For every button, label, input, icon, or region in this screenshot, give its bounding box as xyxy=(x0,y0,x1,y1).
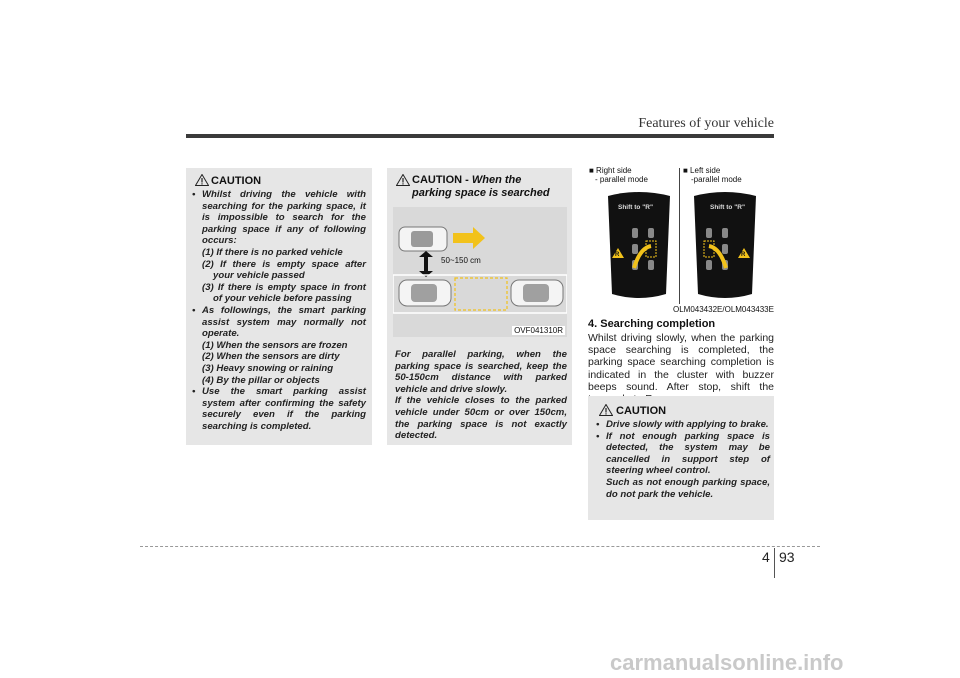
list-item: (3) Heavy snowing or raining xyxy=(202,362,334,374)
caution-title: CAUTION xyxy=(211,175,262,187)
figure-label-right-side: ■ Right side - parallel mode xyxy=(589,166,648,184)
parked-car xyxy=(511,280,563,306)
list-item: (1) If there is no parked vehicle xyxy=(202,246,343,258)
warning-triangle-icon xyxy=(599,404,613,416)
caution-left-text: • Whilst driving the vehicle with searching for the parking space, it is impossible to search for the parking space if any of following occurs: (1) If there is no parked vehicle (2) If there is empty space after your vehicle passed (3) If there is empty space in front of your vehicle before passing • As followings, the smart parking assist system may normally not operate. (1) When the sensors are frozen (2) When the sensors are dirty (3) Heavy snowing or raining (4) By the pillar or objects • Use the smart parking assist system after confirming the safety securely even if the parking searching is completed. xyxy=(192,189,366,432)
list-item: (1) When the sensors are frozen xyxy=(202,339,348,351)
watermark: carmanualsonline.info xyxy=(610,650,844,675)
cluster-display-right-side xyxy=(604,188,674,302)
list-item: (2) If there is empty space after your vehicle passed xyxy=(202,258,366,282)
caution-subtitle: When the parking space is searched xyxy=(412,174,550,199)
warning-triangle-icon xyxy=(195,174,209,186)
page-number: 93 xyxy=(779,549,795,565)
caution-bullet: If not enough parking space is detected, the system may be cancelled in support step of steering wheel control. xyxy=(606,430,770,477)
list-item: (3) If there is empty space in front of your vehicle before passing xyxy=(202,281,366,305)
figure-code: OVF041310R xyxy=(514,326,563,335)
chapter-number: 4 xyxy=(762,549,770,565)
caution-bullet: Whilst driving the vehicle with searching for the parking space, it is impossible to search for the parking space if any of following occurs: xyxy=(202,189,366,247)
cluster-display-left-side xyxy=(690,188,760,302)
section-body: Whilst driving slowly, when the parking space searching is completed, the parking space searching completion is indicated in the cluster with buzzer beeps sound. After stop, shift the xyxy=(588,332,774,393)
caution-title: CAUTION xyxy=(616,405,667,417)
caution-note: Such as not enough parking space, do not park the vehicle. xyxy=(606,476,770,500)
section-heading: 4. Searching completion xyxy=(588,318,716,330)
footer-dashed-rule xyxy=(140,546,820,547)
parking-distance-figure xyxy=(393,207,567,337)
page-number-separator xyxy=(774,548,775,578)
distance-label: 50~150 cm xyxy=(441,256,481,265)
caution-mid-text xyxy=(395,349,567,442)
moving-car xyxy=(399,227,447,251)
caution-box-left xyxy=(186,168,372,445)
list-item: (4) By the pillar or objects xyxy=(202,374,320,386)
gear-letter: R xyxy=(741,252,746,258)
display-text: Shift to "R" xyxy=(710,204,746,211)
display-text: Shift to "R" xyxy=(618,204,654,211)
figure-label-left-side: ■ Left side -parallel mode xyxy=(683,166,742,184)
page-header-title: Features of your vehicle xyxy=(638,116,774,131)
warning-triangle-icon xyxy=(396,174,410,186)
paragraph: For parallel parking, when the parking space is searched, keep the 50-150cm distance with parked vehicle and drive slowly. xyxy=(395,349,567,395)
gear-letter: R xyxy=(615,252,620,258)
paragraph: If the vehicle closes to the parked vehicle under 50cm or over 150cm, the parking space is not exactly detected. xyxy=(395,395,567,442)
caution-bullet: Use the smart parking assist system after confirming the safety securely even if the parking searching is completed. xyxy=(202,386,366,432)
header-rule xyxy=(186,134,774,138)
parked-car xyxy=(399,280,451,306)
caution-box-right xyxy=(588,396,774,520)
caution-title: CAUTION - xyxy=(412,174,472,186)
caution-bullet: Drive slowly with applying to brake. xyxy=(606,419,769,430)
caution-bullet: As followings, the smart parking assist system may normally not operate. xyxy=(202,304,366,340)
parking-diagram xyxy=(393,207,567,337)
caution-right-text: • Drive slowly with applying to brake. • If not enough parking space is detected, the system may be cancelled in support step of steering wheel control. Such as not enough parking space, do not park the vehicle. xyxy=(596,419,770,500)
figure-code: OLM043432E/OLM043433E xyxy=(673,305,774,314)
list-item: (2) When the sensors are dirty xyxy=(202,351,340,363)
figure-divider xyxy=(679,168,680,304)
